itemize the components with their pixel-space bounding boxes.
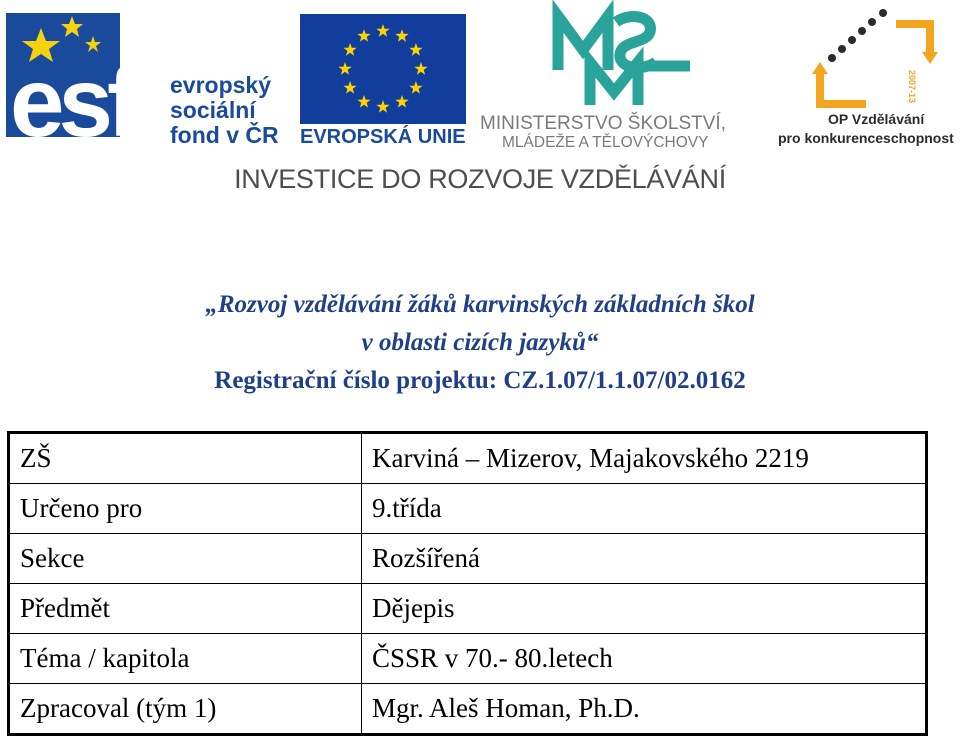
op-line1: OP Vzdělávání [828,111,925,127]
msmt-logo [480,16,726,151]
info-table [7,431,928,736]
row-label: Sekce [9,534,362,584]
row-value: Rozšířená [362,534,927,584]
op-arrow-down-icon [922,52,938,64]
msmt-line1: MINISTERSTVO ŠKOLSTVÍ, [480,113,726,134]
logo-strip [0,0,960,160]
slogan: INVESTICE DO ROZVOJE VZDĚLÁVÁNÍ [234,164,726,194]
row-value: ČSSR v 70.- 80.letech [362,634,927,684]
eu-caption: EVROPSKÁ UNIE [300,126,466,148]
project-title [0,286,960,400]
msmt-line2: MLÁDEŽE A TĚLOVÝCHOVY [502,134,709,151]
table-row [9,584,927,634]
registration-number: Registrační číslo projektu: CZ.1.07/1.1.07/02.0162 [214,367,746,394]
esf-mark: esf [10,47,134,157]
esf-logo [6,13,279,157]
op-logo [778,9,954,146]
table-row [9,534,927,584]
row-value: 9.třída [362,484,927,534]
row-value: Mgr. Aleš Homan, Ph.D. [362,684,927,735]
op-dots-icon [828,9,887,62]
op-arrow-up-icon [812,62,828,74]
row-label: Předmět [9,584,362,634]
project-title-line1: „Rozvoj vzdělávání žáků karvinských základních škol [205,291,755,318]
row-label: Určeno pro [9,484,362,534]
project-title-line2: v oblasti cizích jazyků“ [361,329,599,356]
row-label: ZŠ [9,433,362,484]
table-row [9,634,927,684]
esf-line2: sociální [170,97,256,123]
row-value: Karviná – Mizerov, Majakovského 2219 [362,433,927,484]
msmt-mark-icon [558,16,690,105]
table-row [9,484,927,534]
op-line2: pro konkurenceschopnost [778,130,954,146]
op-years: 2007-13 [907,70,917,104]
esf-line1: evropský [170,72,272,98]
table-row [9,684,927,735]
row-value: Dějepis [362,584,927,634]
eu-logo [300,14,466,148]
row-label: Zpracoval (tým 1) [9,684,362,735]
row-label: Téma / kapitola [9,634,362,684]
esf-line3: fond v ČR [170,122,279,148]
table-row [9,433,927,484]
